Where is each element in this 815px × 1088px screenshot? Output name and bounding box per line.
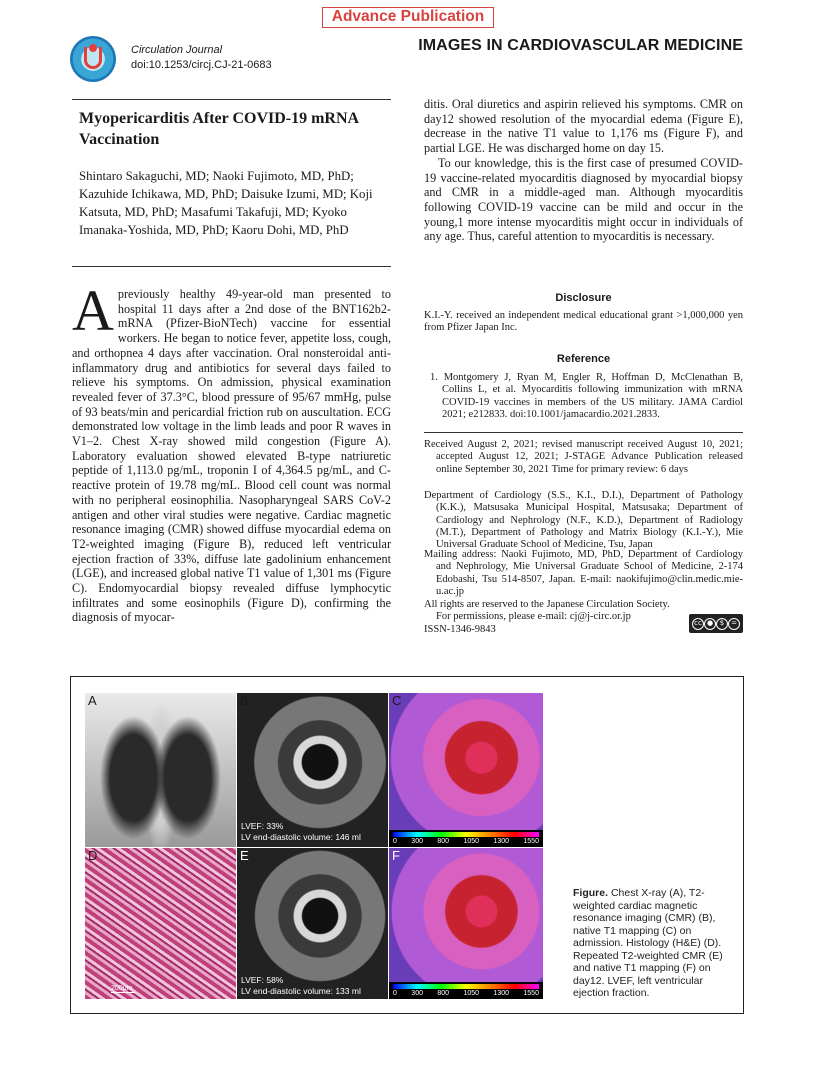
disclosure-text: K.I.-Y. received an independent medical educational grant >1,000,000 yen from Pfizer Japan Inc. bbox=[424, 310, 743, 334]
reference-item: 1. Montgomery J, Ryan M, Engler R, Hoffman D, McClenathan B, Collins L, et al. Myocarditis following immunization with mRNA COVID-19 vaccines in members of the US military. JAMA Cardiol 2021; e212833. doi:10.1001/jamacardio.2021.2833. bbox=[430, 372, 743, 420]
panel-b-label: B bbox=[240, 693, 249, 708]
reference-heading: Reference bbox=[556, 353, 611, 365]
author-list: Shintaro Sakaguchi, MD; Naoki Fujimoto, MD, PhD; Kazuhide Ichikawa, MD, PhD; Daisuke Izumi, MD; Koji Katsuta, MD, PhD; Masafumi Takafuji, MD; Kyoko Imanaka-Yoshida, MD, PhD; Kaoru Dohi, MD, PhD bbox=[79, 169, 373, 237]
body-left-column bbox=[72, 278, 391, 625]
title-bottom-rule bbox=[72, 266, 391, 267]
panel-f-t1-map bbox=[389, 848, 543, 999]
panel-d-histology bbox=[85, 848, 236, 999]
journal-name: Circulation Journal bbox=[131, 44, 223, 56]
panel-a-label: A bbox=[88, 693, 97, 708]
panel-e-lvef: LVEF: 58% bbox=[241, 975, 284, 985]
figure-caption bbox=[573, 887, 737, 1000]
journal-logo-icon bbox=[70, 36, 116, 82]
panel-c-colorbar bbox=[389, 830, 543, 847]
body-paragraph: ditis. Oral diuretics and aspirin relieved his symptoms. CMR on day12 showed resolution of the myocardial edema (Figure E), decrease in the native T1 value to 1,176 ms (Figure F), and partial LGE. He was discharged home on day 15. bbox=[424, 97, 743, 156]
title-top-rule bbox=[72, 99, 391, 100]
issn: ISSN-1346-9843 bbox=[424, 624, 496, 635]
body-right-column bbox=[424, 97, 743, 244]
panel-e-t2-cmr bbox=[237, 848, 388, 999]
colorbar-tick: 1550 bbox=[523, 838, 539, 845]
rights-statement: All rights are reserved to the Japanese Circulation Society. bbox=[424, 599, 670, 610]
colorbar-tick: 300 bbox=[411, 990, 423, 997]
section-title: IMAGES IN CARDIOVASCULAR MEDICINE bbox=[418, 37, 743, 54]
colorbar-tick: 0 bbox=[393, 990, 397, 997]
panel-d-label: D bbox=[88, 848, 98, 863]
permissions: For permissions, please e-mail: cj@j-circ.or.jp bbox=[436, 611, 631, 622]
caption-text: Chest X-ray (A), T2-weighted cardiac magnetic resonance imaging (CMR) (B), native T1 mapping (C) on admission. Histology (H&E) (D). Repeated T2-weighted CMR (E) and native T1 mapping (F) on day12. LVEF, left ventricular ejection fraction. bbox=[573, 887, 723, 999]
mailing-address: Mailing address: Naoki Fujimoto, MD, PhD, Department of Cardiology and Nephrology, Mie Universal Graduate School of Medicine, 2-174 Edobashi, Tsu 514-8507, Japan. E-mail: naokifujimo@clin.medic.mie-u.ac.jp bbox=[424, 549, 743, 597]
body-paragraph: To our knowledge, this is the first case of presumed COVID-19 vaccine-related myocarditis diagnosed by myocardial biopsy and CMR in a middle-aged man. Although myocarditis following COVID-19 vaccine can be mild and occur in the young,1 more intense myocarditis might occur in individuals of any age. Thus, careful attention to myocarditis is necessary. bbox=[424, 155, 743, 244]
colorbar-tick: 1050 bbox=[463, 838, 480, 845]
colorbar-tick: 800 bbox=[437, 838, 450, 845]
colorbar-tick: 1050 bbox=[463, 990, 480, 997]
scale-bar-label: 200μm bbox=[111, 985, 133, 992]
panel-c-label: C bbox=[392, 693, 402, 708]
article-title: Myopericarditis After COVID-19 mRNA Vaccination bbox=[79, 110, 359, 148]
panel-b-t2-cmr bbox=[237, 693, 388, 847]
panel-c-t1-map bbox=[389, 693, 543, 847]
colorbar-tick: 1300 bbox=[493, 838, 509, 845]
panel-a-chest-xray bbox=[85, 693, 236, 847]
panel-e-label: E bbox=[240, 848, 249, 863]
panel-b-edv: LV end-diastolic volume: 146 ml bbox=[241, 832, 361, 842]
drop-cap: A bbox=[72, 278, 114, 343]
scale-bar bbox=[111, 992, 135, 994]
received-dates: Received August 2, 2021; revised manuscript received August 10, 2021; accepted August 12, 2021; J-STAGE Advance Publication released online September 30, 2021 Time for primary review: 6 days bbox=[424, 439, 743, 475]
advance-publication-badge: Advance Publication bbox=[322, 7, 494, 28]
panel-b-lvef: LVEF: 33% bbox=[241, 821, 284, 831]
body-paragraph: previously healthy 49-year-old man presented to hospital 11 days after a 2nd dose of the BNT162b2-mRNA (Pfizer-BioNTech) vaccine for essential workers. He began to notice fever, appetite loss, cough, and orthopnea 4 days after vaccination. Oral nonsteroidal anti-inflammatory drug and antibiotics for several days failed to relieve his symptoms. On admission, physical examination revealed fever of 37.3°C, blood pressure of 95/67 mmHg, pulse of 93 beats/min and pericardial friction rub on auscultation. ECG demonstrated low voltage in the limb leads and poor R waves in V1–2. Chest X-ray showed mild congestion (Figure A). Laboratory evaluation showed elevated B-type natriuretic peptide of 1,113.0 pg/mL, troponin I of 4,364.5 pg/mL, and C-reactive protein of 19.78 mg/mL. Blood cell count was normal with no peripheral eosinophilia. Nasopharyngeal SARS CoV-2 antigen and other viral studies were negative. Cardiac magnetic resonance imaging (CMR) showed diffuse myocardial edema on T2-weighted imaging (Figure B), reduced left ventricular ejection fraction of 33%, diffuse late gadolinium enhancement (LGE), and increased global native T1 value of 1,301 ms (Figure C). Endomyocardial biopsy revealed diffuse lymphocytic infiltrates and some eosinophils (Figure D), confirming the diagnosis of myocar- bbox=[72, 287, 391, 625]
panel-e-edv: LV end-diastolic volume: 133 ml bbox=[241, 986, 361, 996]
caption-label: Figure. bbox=[573, 887, 609, 899]
panel-f-colorbar bbox=[389, 982, 543, 999]
colorbar-tick: 300 bbox=[411, 838, 423, 845]
doi[interactable]: doi:10.1253/circj.CJ-21-0683 bbox=[131, 59, 272, 71]
colorbar-tick: 1300 bbox=[493, 990, 509, 997]
panel-f-label: F bbox=[392, 848, 400, 863]
creative-commons-license-icon: cc ● $ = bbox=[689, 614, 743, 633]
colorbar-tick: 1550 bbox=[523, 990, 539, 997]
disclosure-heading: Disclosure bbox=[555, 292, 612, 304]
affiliations: Department of Cardiology (S.S., K.I., D.I.), Department of Pathology (K.K.), Matsusaka Municipal Hospital, Matsusaka; Department of Cardiology and Nephrology (N.F., K.D.), Department of Radiology (M.T.), Department of Pathology and Matrix Biology (K.I.-Y.), Mie Universal Graduate School of Medicine, Tsu, Japan bbox=[424, 490, 743, 551]
colorbar-tick: 800 bbox=[437, 990, 450, 997]
colorbar-tick: 0 bbox=[393, 838, 397, 845]
info-rule bbox=[424, 432, 743, 433]
